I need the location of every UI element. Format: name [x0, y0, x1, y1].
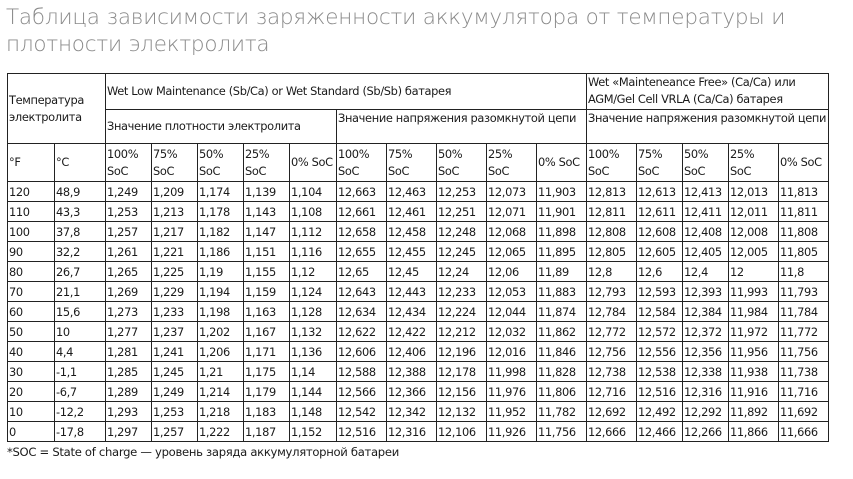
- table-row: [8, 322, 829, 342]
- value-cell: 12,784: [587, 302, 637, 322]
- temp-c-cell: 37,8: [55, 222, 106, 242]
- value-cell: 12,772: [587, 322, 637, 342]
- temp-f-cell: 20: [8, 382, 55, 402]
- value-cell: 1,179: [244, 382, 290, 402]
- value-cell: 1,152: [290, 422, 337, 442]
- value-cell: 11,808: [779, 222, 829, 242]
- soc-header: 25% SoC: [729, 144, 779, 182]
- temp-f-cell: 120: [8, 182, 55, 202]
- value-cell: 1,277: [106, 322, 152, 342]
- value-cell: 11,976: [487, 382, 537, 402]
- value-cell: 11,926: [487, 422, 537, 442]
- voltage-header-b: Значение напряжения разомкнутой цепи: [587, 110, 829, 144]
- table-row: [8, 342, 829, 362]
- value-cell: 12,793: [587, 282, 637, 302]
- soc-header: 25% SoC: [244, 144, 290, 182]
- value-cell: 12,45: [387, 262, 437, 282]
- value-cell: 12,542: [337, 402, 387, 422]
- table-row: [8, 222, 829, 242]
- value-cell: 12,005: [729, 242, 779, 262]
- value-cell: 12,658: [337, 222, 387, 242]
- battery-table: [7, 73, 829, 442]
- value-cell: 1,104: [290, 182, 337, 202]
- value-cell: 12,661: [337, 202, 387, 222]
- temp-c-cell: 43,3: [55, 202, 106, 222]
- temp-f-cell: 50: [8, 322, 55, 342]
- value-cell: 11,862: [537, 322, 587, 342]
- value-cell: 11,938: [729, 362, 779, 382]
- value-cell: 1,257: [106, 222, 152, 242]
- value-cell: 1,249: [106, 182, 152, 202]
- value-cell: 11,883: [537, 282, 587, 302]
- value-cell: 12,65: [337, 262, 387, 282]
- value-cell: 1,257: [152, 422, 198, 442]
- value-cell: 1,202: [198, 322, 244, 342]
- value-cell: 1,213: [152, 202, 198, 222]
- soc-header: 75% SoC: [152, 144, 198, 182]
- value-cell: 11,828: [537, 362, 587, 382]
- value-cell: 1,178: [198, 202, 244, 222]
- temp-c-cell: 4,4: [55, 342, 106, 362]
- value-cell: 11,806: [537, 382, 587, 402]
- value-cell: 11,811: [779, 202, 829, 222]
- density-header: Значение плотности электролита: [106, 110, 337, 144]
- table-row: [8, 242, 829, 262]
- value-cell: 12,692: [587, 402, 637, 422]
- value-cell: 1,151: [244, 242, 290, 262]
- value-cell: 11,901: [537, 202, 587, 222]
- value-cell: 1,128: [290, 302, 337, 322]
- value-cell: 1,297: [106, 422, 152, 442]
- value-cell: 1,194: [198, 282, 244, 302]
- soc-header: 25% SoC: [487, 144, 537, 182]
- table-row: [8, 182, 829, 202]
- value-cell: 12,178: [437, 362, 487, 382]
- table-row: [8, 382, 829, 402]
- value-cell: 1,19: [198, 262, 244, 282]
- value-cell: 1,147: [244, 222, 290, 242]
- soc-header: 0% SoC: [779, 144, 829, 182]
- value-cell: 11,874: [537, 302, 587, 322]
- temp-f-cell: 60: [8, 302, 55, 322]
- table-row: [8, 402, 829, 422]
- temp-f-cell: 70: [8, 282, 55, 302]
- value-cell: 12,338: [683, 362, 729, 382]
- unit-celsius: °C: [55, 144, 106, 182]
- soc-header: 100% SoC: [106, 144, 152, 182]
- value-cell: 12,572: [637, 322, 683, 342]
- value-cell: 1,159: [244, 282, 290, 302]
- value-cell: 12,011: [729, 202, 779, 222]
- value-cell: 12,405: [683, 242, 729, 262]
- table-row: [8, 362, 829, 382]
- value-cell: 1,143: [244, 202, 290, 222]
- value-cell: 12,805: [587, 242, 637, 262]
- value-cell: 12,245: [437, 242, 487, 262]
- value-cell: 12,408: [683, 222, 729, 242]
- value-cell: 12,384: [683, 302, 729, 322]
- value-cell: 11,666: [779, 422, 829, 442]
- value-cell: 12,443: [387, 282, 437, 302]
- temp-f-cell: 30: [8, 362, 55, 382]
- value-cell: 1,209: [152, 182, 198, 202]
- value-cell: 1,285: [106, 362, 152, 382]
- value-cell: 11,772: [779, 322, 829, 342]
- value-cell: 12,811: [587, 202, 637, 222]
- value-cell: 12,266: [683, 422, 729, 442]
- value-cell: 1,214: [198, 382, 244, 402]
- value-cell: 12,316: [387, 422, 437, 442]
- value-cell: 12,342: [387, 402, 437, 422]
- value-cell: 12,463: [387, 182, 437, 202]
- value-cell: 12,224: [437, 302, 487, 322]
- value-cell: 1,124: [290, 282, 337, 302]
- value-cell: 12,388: [387, 362, 437, 382]
- value-cell: 12,434: [387, 302, 437, 322]
- temp-c-cell: 15,6: [55, 302, 106, 322]
- temp-f-cell: 110: [8, 202, 55, 222]
- table-row: [8, 282, 829, 302]
- value-cell: 11,903: [537, 182, 587, 202]
- value-cell: 11,956: [729, 342, 779, 362]
- value-cell: 12,411: [683, 202, 729, 222]
- value-cell: 11,805: [779, 242, 829, 262]
- voltage-header-a: Значение напряжения разомкнутой цепи: [337, 110, 587, 144]
- value-cell: 12,643: [337, 282, 387, 302]
- value-cell: 12,316: [683, 382, 729, 402]
- value-cell: 12,253: [437, 182, 487, 202]
- table-row: [8, 302, 829, 322]
- value-cell: 1,281: [106, 342, 152, 362]
- value-cell: 1,225: [152, 262, 198, 282]
- value-cell: 11,89: [537, 262, 587, 282]
- value-cell: 12,606: [337, 342, 387, 362]
- value-cell: 12,461: [387, 202, 437, 222]
- value-cell: 12,655: [337, 242, 387, 262]
- soc-header: 100% SoC: [337, 144, 387, 182]
- value-cell: 12: [729, 262, 779, 282]
- value-cell: 1,233: [152, 302, 198, 322]
- value-cell: 1,171: [244, 342, 290, 362]
- value-cell: 12,008: [729, 222, 779, 242]
- value-cell: 12,584: [637, 302, 683, 322]
- value-cell: 1,293: [106, 402, 152, 422]
- value-cell: 12,634: [337, 302, 387, 322]
- value-cell: 12,044: [487, 302, 537, 322]
- temp-c-cell: 48,9: [55, 182, 106, 202]
- group-b-header: Wet «Mainteneance Free» (Ca/Ca) или AGM/Gel Cell VRLA (Ca/Ca) батарея: [587, 74, 829, 110]
- value-cell: 11,993: [729, 282, 779, 302]
- value-cell: 1,174: [198, 182, 244, 202]
- value-cell: 1,167: [244, 322, 290, 342]
- value-cell: 12,611: [637, 202, 683, 222]
- value-cell: 12,588: [337, 362, 387, 382]
- value-cell: 12,24: [437, 262, 487, 282]
- value-cell: 12,292: [683, 402, 729, 422]
- value-cell: 12,06: [487, 262, 537, 282]
- value-cell: 12,492: [637, 402, 683, 422]
- value-cell: 12,608: [637, 222, 683, 242]
- page-title: Таблица зависимости заряженности аккумулятора от температуры и плотности электролита: [6, 5, 786, 57]
- temp-c-cell: -12,2: [55, 402, 106, 422]
- value-cell: 12,233: [437, 282, 487, 302]
- value-cell: 1,229: [152, 282, 198, 302]
- value-cell: 12,068: [487, 222, 537, 242]
- value-cell: 12,738: [587, 362, 637, 382]
- value-cell: 12,156: [437, 382, 487, 402]
- soc-header: 50% SoC: [683, 144, 729, 182]
- value-cell: 1,155: [244, 262, 290, 282]
- value-cell: 11,716: [779, 382, 829, 402]
- value-cell: 12,413: [683, 182, 729, 202]
- value-cell: 12,458: [387, 222, 437, 242]
- group-a-header: Wet Low Maintenance (Sb/Ca) or Wet Standard (Sb/Sb) батарея: [106, 74, 587, 110]
- value-cell: 11,895: [537, 242, 587, 262]
- value-cell: 1,289: [106, 382, 152, 402]
- value-cell: 1,182: [198, 222, 244, 242]
- value-cell: 1,237: [152, 322, 198, 342]
- value-cell: 1,148: [290, 402, 337, 422]
- temp-c-cell: -17,8: [55, 422, 106, 442]
- value-cell: 12,071: [487, 202, 537, 222]
- temp-c-cell: 26,7: [55, 262, 106, 282]
- value-cell: 12,8: [587, 262, 637, 282]
- value-cell: 1,14: [290, 362, 337, 382]
- value-cell: 12,065: [487, 242, 537, 262]
- value-cell: 12,613: [637, 182, 683, 202]
- value-cell: 1,253: [106, 202, 152, 222]
- value-cell: 12,716: [587, 382, 637, 402]
- value-cell: 1,261: [106, 242, 152, 262]
- value-cell: 1,222: [198, 422, 244, 442]
- value-cell: 1,12: [290, 262, 337, 282]
- value-cell: 12,666: [587, 422, 637, 442]
- value-cell: 11,892: [729, 402, 779, 422]
- temp-c-cell: 10: [55, 322, 106, 342]
- soc-header: 75% SoC: [637, 144, 683, 182]
- temp-c-cell: -6,7: [55, 382, 106, 402]
- table-row: [8, 262, 829, 282]
- value-cell: 12,073: [487, 182, 537, 202]
- value-cell: 12,813: [587, 182, 637, 202]
- temp-f-cell: 100: [8, 222, 55, 242]
- value-cell: 11,756: [779, 342, 829, 362]
- temp-f-cell: 90: [8, 242, 55, 262]
- soc-header: 100% SoC: [587, 144, 637, 182]
- value-cell: 1,186: [198, 242, 244, 262]
- value-cell: 12,406: [387, 342, 437, 362]
- footnote: *SOC = State of charge — уровень заряда аккумуляторной батареи: [7, 445, 399, 459]
- value-cell: 12,016: [487, 342, 537, 362]
- value-cell: 1,221: [152, 242, 198, 262]
- value-cell: 11,972: [729, 322, 779, 342]
- value-cell: 1,163: [244, 302, 290, 322]
- temperature-header: Температура электролита: [8, 74, 106, 144]
- value-cell: 1,183: [244, 402, 290, 422]
- value-cell: 12,196: [437, 342, 487, 362]
- value-cell: 1,132: [290, 322, 337, 342]
- value-cell: 12,053: [487, 282, 537, 302]
- value-cell: 12,605: [637, 242, 683, 262]
- value-cell: 12,132: [437, 402, 487, 422]
- value-cell: 12,032: [487, 322, 537, 342]
- temp-c-cell: 32,2: [55, 242, 106, 262]
- table-row: [8, 202, 829, 222]
- value-cell: 12,516: [337, 422, 387, 442]
- value-cell: 11,916: [729, 382, 779, 402]
- value-cell: 1,206: [198, 342, 244, 362]
- value-cell: 11,784: [779, 302, 829, 322]
- value-cell: 1,217: [152, 222, 198, 242]
- value-cell: 1,21: [198, 362, 244, 382]
- value-cell: 11,984: [729, 302, 779, 322]
- value-cell: 11,782: [537, 402, 587, 422]
- value-cell: 12,422: [387, 322, 437, 342]
- unit-fahrenheit: °F: [8, 144, 55, 182]
- value-cell: 1,116: [290, 242, 337, 262]
- value-cell: 1,136: [290, 342, 337, 362]
- soc-header: 0% SoC: [537, 144, 587, 182]
- value-cell: 12,808: [587, 222, 637, 242]
- value-cell: 1,112: [290, 222, 337, 242]
- value-cell: 1,139: [244, 182, 290, 202]
- value-cell: 12,622: [337, 322, 387, 342]
- value-cell: 12,6: [637, 262, 683, 282]
- value-cell: 11,952: [487, 402, 537, 422]
- value-cell: 12,356: [683, 342, 729, 362]
- value-cell: 1,108: [290, 202, 337, 222]
- value-cell: 1,218: [198, 402, 244, 422]
- value-cell: 12,366: [387, 382, 437, 402]
- value-cell: 1,265: [106, 262, 152, 282]
- value-cell: 12,538: [637, 362, 683, 382]
- value-cell: 12,248: [437, 222, 487, 242]
- value-cell: 11,898: [537, 222, 587, 242]
- temp-f-cell: 10: [8, 402, 55, 422]
- soc-header: 75% SoC: [387, 144, 437, 182]
- value-cell: 12,013: [729, 182, 779, 202]
- value-cell: 12,556: [637, 342, 683, 362]
- value-cell: 12,593: [637, 282, 683, 302]
- value-cell: 12,4: [683, 262, 729, 282]
- soc-header: 50% SoC: [437, 144, 487, 182]
- value-cell: 12,393: [683, 282, 729, 302]
- value-cell: 12,212: [437, 322, 487, 342]
- value-cell: 12,663: [337, 182, 387, 202]
- soc-header: 0% SoC: [290, 144, 337, 182]
- value-cell: 11,692: [779, 402, 829, 422]
- value-cell: 12,466: [637, 422, 683, 442]
- value-cell: 11,813: [779, 182, 829, 202]
- value-cell: 1,273: [106, 302, 152, 322]
- value-cell: 1,175: [244, 362, 290, 382]
- value-cell: 1,249: [152, 382, 198, 402]
- value-cell: 1,144: [290, 382, 337, 402]
- value-cell: 12,372: [683, 322, 729, 342]
- value-cell: 1,241: [152, 342, 198, 362]
- value-cell: 12,756: [587, 342, 637, 362]
- value-cell: 12,516: [637, 382, 683, 402]
- value-cell: 11,793: [779, 282, 829, 302]
- value-cell: 1,245: [152, 362, 198, 382]
- soc-header: 50% SoC: [198, 144, 244, 182]
- temp-f-cell: 0: [8, 422, 55, 442]
- value-cell: 11,998: [487, 362, 537, 382]
- value-cell: 1,253: [152, 402, 198, 422]
- value-cell: 11,8: [779, 262, 829, 282]
- value-cell: 12,566: [337, 382, 387, 402]
- value-cell: 11,738: [779, 362, 829, 382]
- value-cell: 1,187: [244, 422, 290, 442]
- temp-c-cell: -1,1: [55, 362, 106, 382]
- value-cell: 11,756: [537, 422, 587, 442]
- temp-f-cell: 80: [8, 262, 55, 282]
- temp-f-cell: 40: [8, 342, 55, 362]
- value-cell: 12,251: [437, 202, 487, 222]
- value-cell: 11,846: [537, 342, 587, 362]
- temp-c-cell: 21,1: [55, 282, 106, 302]
- table-row: [8, 422, 829, 442]
- value-cell: 1,269: [106, 282, 152, 302]
- value-cell: 12,106: [437, 422, 487, 442]
- value-cell: 11,866: [729, 422, 779, 442]
- value-cell: 1,198: [198, 302, 244, 322]
- value-cell: 12,455: [387, 242, 437, 262]
